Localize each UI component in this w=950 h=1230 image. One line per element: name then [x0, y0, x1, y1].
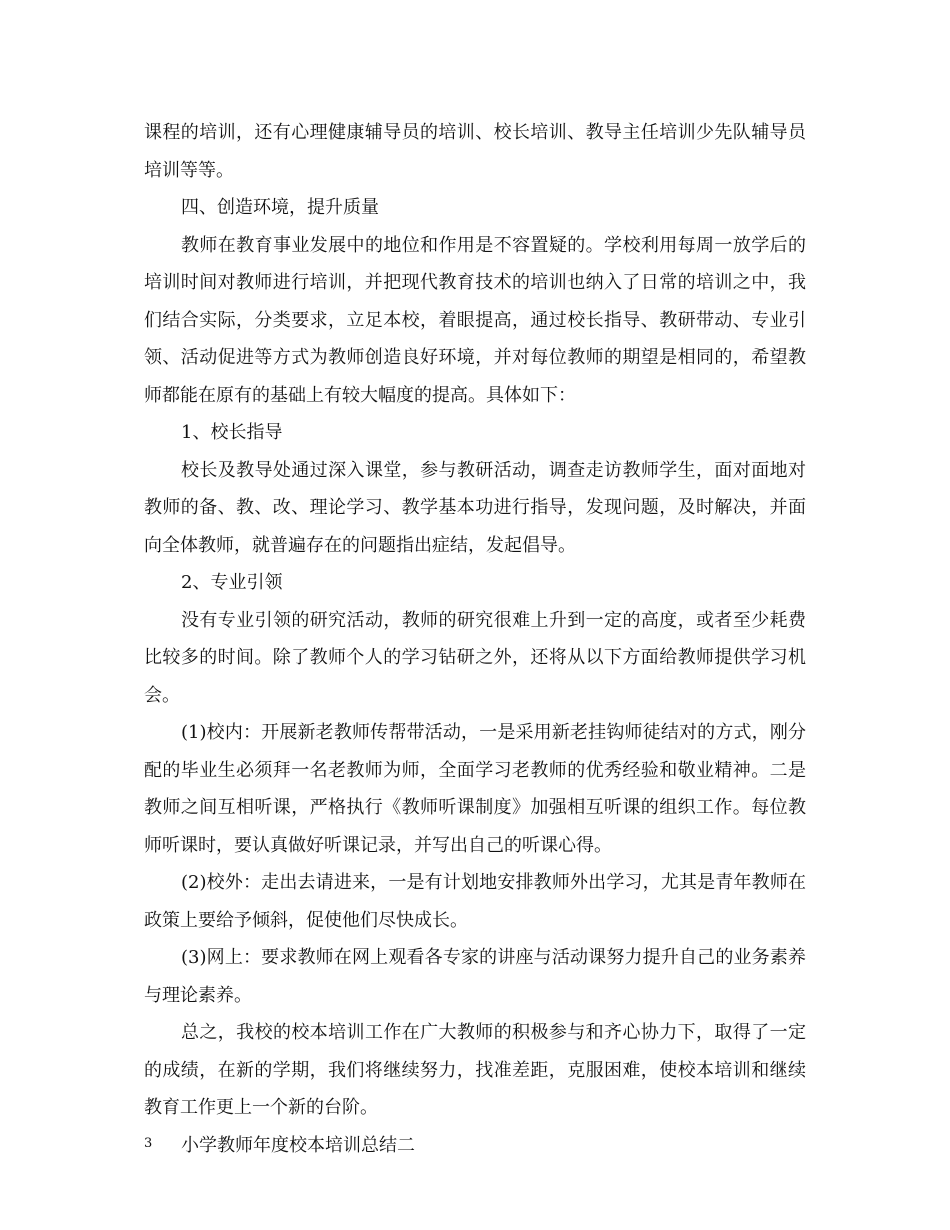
- paragraph: 没有专业引领的研究活动，教师的研究很难上升到一定的高度，或者至少耗费比较多的时间。除了教师个人的学习钻研之外，还将从以下方面给教师提供学习机会。: [144, 609, 806, 706]
- next-section-title: 小学教师年度校本培训总结二: [181, 1134, 415, 1156]
- paragraph: 教师在教育事业发展中的地位和作用是不容置疑的。学校利用每周一放学后的培训时间对教师进行培训，并把现代教育技术的培训也纳入了日常的培训之中，我们结合实际，分类要求，立足本校，着眼提高，通过校长指导、教研带动、专业引领、活动促进等方式为教师创造良好环境，并对每位教师的期望是相同的，希望教师都能在原有的基础上有较大幅度的提高。具体如下：: [144, 234, 806, 406]
- list-item-out-of-school: (2)校外：走出去请进来，一是有计划地安排教师外出学习，尤其是青年教师在政策上要给予倾斜，促使他们尽快成长。: [144, 872, 806, 931]
- paragraph: 校长及教导处通过深入课堂，参与教研活动，调查走访教师学生，面对面地对教师的备、教、改、理论学习、教学基本功进行指导，发现问题，及时解决，并面向全体教师，就普遍存在的问题指出症结，发起倡导。: [144, 459, 806, 556]
- section-heading-create-environment: 四、创造环境，提升质量: [181, 197, 379, 218]
- subheading-professional-leadership: 2、专业引领: [181, 572, 283, 593]
- paragraph-continuation: 课程的培训，还有心理健康辅导员的培训、校长培训、教导主任培训少先队辅导员培训等等。: [144, 122, 806, 181]
- list-item-in-school: (1)校内：开展新老教师传帮带活动，一是采用新老挂钩师徒结对的方式，刚分配的毕业生必须拜一名老教师为师，全面学习老教师的优秀经验和敬业精神。二是教师之间互相听课，严格执行《教师听课制度》加强相互听课的组织工作。每位教师听课时，要认真做好听课记录，并写出自己的听课心得。: [144, 722, 806, 856]
- paragraph-conclusion: 总之，我校的校本培训工作在广大教师的积极参与和齐心协力下，取得了一定的成绩，在新的学期，我们将继续努力，找准差距，克服困难，使校本培训和继续教育工作更上一个新的台阶。: [144, 1022, 806, 1118]
- page-number: 3: [144, 1136, 153, 1151]
- document-body: [144, 114, 806, 1164]
- list-item-online: (3)网上：要求教师在网上观看各专家的讲座与活动课努力提升自己的业务素养与理论素养。: [144, 947, 806, 1006]
- subheading-principal-guidance: 1、校长指导: [181, 422, 283, 443]
